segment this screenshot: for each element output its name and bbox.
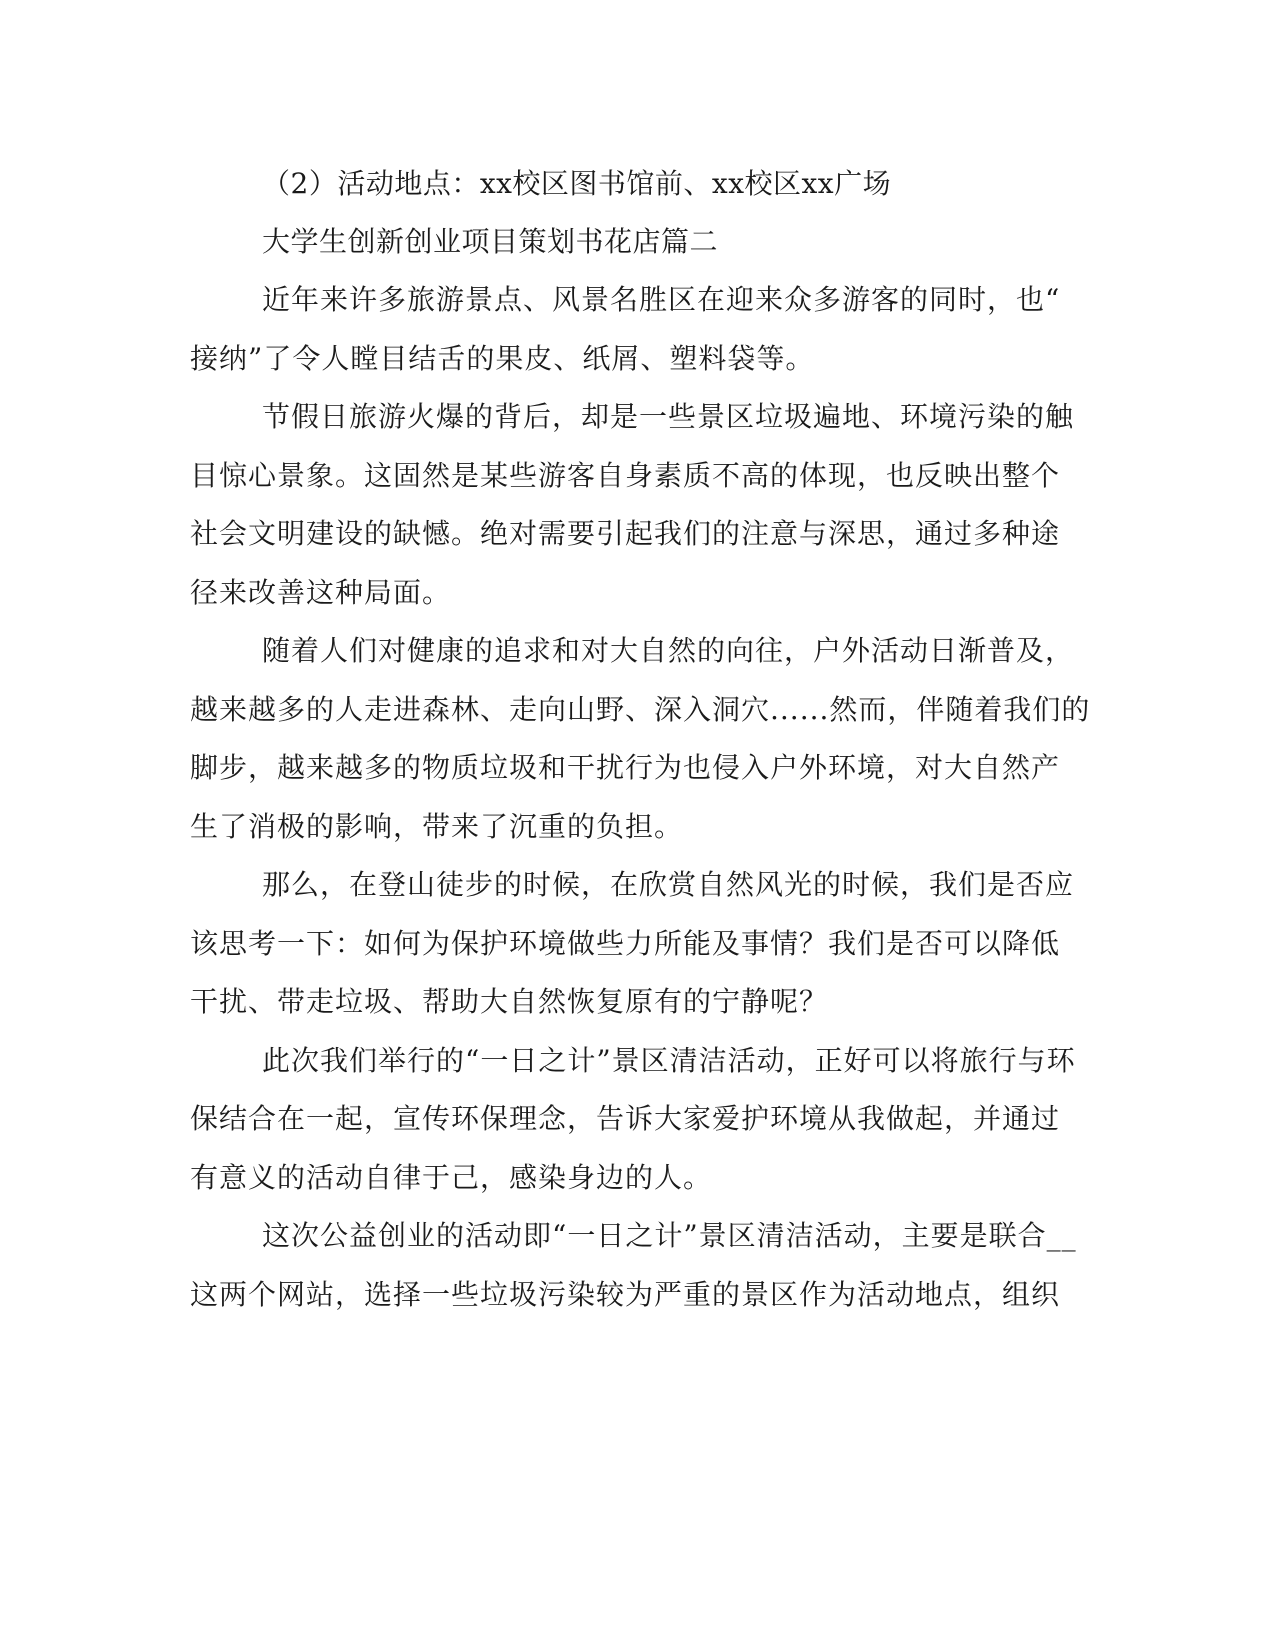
paragraph-6-line-2: 这两个网站，选择一些垃圾污染较为严重的景区作为活动地点，组织 — [190, 1278, 1061, 1311]
paragraph-5-line-2: 保结合在一起，宣传环保理念，告诉大家爱护环境从我做起，并通过 — [190, 1102, 1061, 1135]
section-heading: 大学生创新创业项目策划书花店篇二 — [262, 225, 719, 258]
paragraph-4-line-3: 干扰、带走垃圾、帮助大自然恢复原有的宁静呢？ — [190, 985, 829, 1018]
paragraph-5-line-1: 此次我们举行的“一日之计”景区清洁活动，正好可以将旅行与环 — [262, 1044, 1076, 1077]
paragraph-3-line-2: 越来越多的人走进森林、走向山野、深入洞穴......然而，伴随着我们的 — [190, 693, 1091, 726]
paragraph-1-line-1: 近年来许多旅游景点、风景名胜区在迎来众多游客的同时，也“ — [262, 283, 1061, 316]
paragraph-1-line-2: 接纳”了令人瞠目结舌的果皮、纸屑、塑料袋等。 — [190, 342, 815, 375]
paragraph-2-line-3: 社会文明建设的缺憾。绝对需要引起我们的注意与深思，通过多种途 — [190, 517, 1061, 550]
paragraph-2-line-2: 目惊心景象。这固然是某些游客自身素质不高的体现，也反映出整个 — [190, 459, 1061, 492]
paragraph-4-line-1: 那么，在登山徒步的时候，在欣赏自然风光的时候，我们是否应 — [262, 868, 1075, 901]
paragraph-5-line-3: 有意义的活动自律于己，感染身边的人。 — [190, 1161, 713, 1194]
paragraph-2-line-4: 径来改善这种局面。 — [190, 576, 452, 609]
paragraph-3-line-1: 随着人们对健康的追求和对大自然的向往，户外活动日渐普及， — [262, 634, 1075, 667]
paragraph-3-line-4: 生了消极的影响，带来了沉重的负担。 — [190, 810, 684, 843]
paragraph-3-line-3: 脚步，越来越多的物质垃圾和干扰行为也侵入户外环境，对大自然产 — [190, 751, 1061, 784]
activity-location-line: （2）活动地点：xx校区图书馆前、xx校区xx广场 — [262, 167, 892, 200]
paragraph-6-line-1: 这次公益创业的活动即“一日之计”景区清洁活动，主要是联合__ — [262, 1219, 1077, 1252]
paragraph-4-line-2: 该思考一下：如何为保护环境做些力所能及事情？我们是否可以降低 — [190, 927, 1061, 960]
paragraph-2-line-1: 节假日旅游火爆的背后，却是一些景区垃圾遍地、环境污染的触 — [262, 400, 1075, 433]
